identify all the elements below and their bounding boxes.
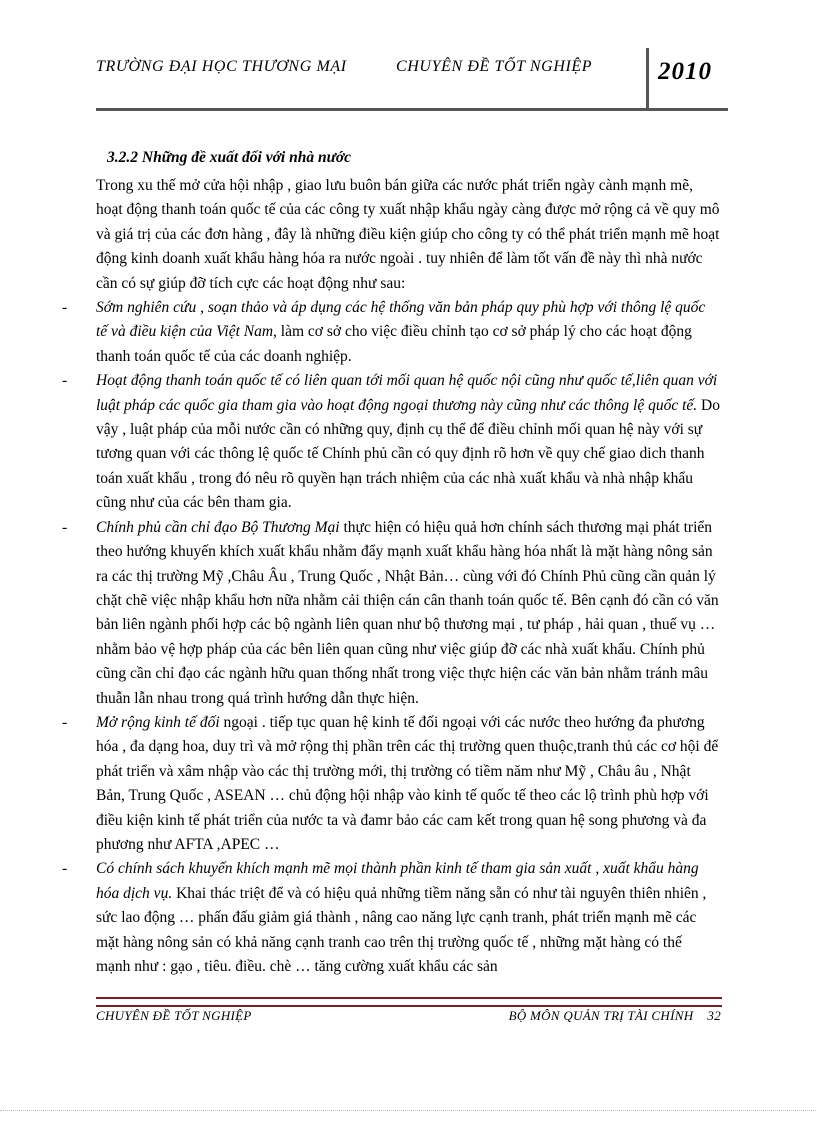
bullet-lead: Chính phủ cần chỉ đạo Bộ Thương Mại (96, 518, 340, 536)
bullet-text: Do vậy , luật pháp của mỗi nước cần có những quy, định cụ thể để điều chỉnh mối quan hệ này với sự tương quan với các thông lệ quốc tế Chính phủ cần có quy định rõ hơn về quy chế giao dich thanh toán xuất khẩu , trong đó nêu rõ quyền hạn trách nhiệm của các nhà xuất khẩu và nhà nhập khẩu cũng như của các bên tham gia. (96, 396, 720, 512)
bullet-text: Khai thác triệt để và có hiệu quả những tiềm năng sẵn có như tài nguyên thiên nhiên , sức lao động … phấn đấu giảm giá thành , nâng cao năng lực cạnh tranh, phát triển mạnh mẽ các mặt hàng nông sản có khả năng cạnh tranh cao trên thị trường quốc tế , những mặt hàng có thế mạnh như : gạo , tiêu. điều. chè … tăng cường xuất khẩu các sản (96, 884, 707, 975)
header-school-name: TRƯỜNG ĐẠI HỌC THƯƠNG MẠI (96, 58, 347, 75)
page-number: 32 (707, 1008, 721, 1023)
bullet-text: làm cơ sở cho việc điều chỉnh tạo cơ sở pháp lý cho các hoạt động thanh toán quốc tế của các doanh nghiệp. (96, 323, 692, 365)
bullet-item (62, 516, 720, 711)
bullet-text: ngoại . tiếp tục quan hệ kinh tế đối ngoại với các nước theo hướng đa phương hóa , đa dạng hoa, duy trì và mở rộng thị phần trên các thị trường quen thuộc,tranh thủ các cơ hội để phát triển và xâm nhập vào các thị trường mới, thị trường có tiềm năm như Mỹ , Châu âu , Nhật Bản, Trung Quốc , ASEAN … chủ động hội nhập vào kinh tế quốc tế theo các lộ trình phù hợp với điều kiện kinh tế phát triển của nước ta và đamr bảo các cam kết trong quan hệ song phương và đa phương như AFTA ,APEC … (96, 713, 719, 853)
bullet-item (62, 296, 720, 369)
bullet-dash: - (62, 713, 68, 731)
page-header (96, 48, 728, 110)
footer-department (509, 1008, 721, 1024)
footer-topic: CHUYÊN ĐỀ TỐT NGHIỆP (96, 1008, 252, 1023)
page-edge-line (0, 1110, 816, 1111)
header-horizontal-rule (96, 108, 728, 111)
section-title: 3.2.2 Những đề xuất đối với nhà nước (107, 149, 352, 166)
footer-double-rule (96, 997, 722, 1007)
bullet-item (62, 711, 720, 857)
document-body (62, 136, 720, 979)
bullet-lead: Có chính sách khuyến khích mạnh mẽ mọi thành phần kinh tế tham gia sản xuất , xuất khẩu hàng hóa dịch vụ. (96, 860, 699, 902)
header-vertical-divider (646, 48, 649, 110)
bullet-item (62, 857, 720, 979)
bullet-lead: Mở rộng kinh tế đối (96, 713, 220, 731)
bullet-lead: Hoạt động thanh toán quốc tế có liên quan tới mối quan hệ quốc nội cũng như quốc tế,liên quan với luật pháp các quốc gia tham gia vào hoạt động ngoại thương này cũng như các thông lệ quốc tế. (96, 372, 718, 414)
bullet-text: thực hiện có hiệu quả hơn chính sách thương mại phát triển theo hướng khuyến khích xuất khẩu nhằm đẩy mạnh xuất khẩu hàng hóa nhất là mặt hàng nông sản ra các thị trường Mỹ ,Châu Âu , Trung Quốc , Nhật Bản… cùng với đó Chính Phủ cũng cần quản lý chặt chẽ việc nhập khẩu hơn nữa nhằm cải thiện cán cân thanh toán quốc tế. Bên cạnh đó cần có văn bản liên ngành phối hợp các bộ ngành liên quan như bộ thương mại , tư pháp , hải quan , thuế vụ … nhằm bảo vệ hợp pháp của các bên liên quan cũng như việc giúp đỡ các nhà xuất khẩu. Chính phủ cũng cần chỉ đạo các ngành hữu quan thống nhất trong việc thực hiện các văn bản nhằm tránh mâu thuẫn lẫn nhau trong quá trình hướng dẫn thực hiện. (96, 518, 719, 707)
bullet-lead: Sớm nghiên cứu , soạn thảo và áp dụng các hệ thống văn bản pháp quy phù hợp với thông lệ quốc tế và điều kiện của Việt Nam, (96, 299, 706, 341)
bullet-dash: - (62, 372, 68, 390)
footer-department-name: BỘ MÔN QUẢN TRỊ TÀI CHÍNH (508, 1008, 694, 1023)
header-topic: CHUYÊN ĐỀ TỐT NGHIỆP (396, 58, 593, 75)
bullet-dash: - (62, 299, 68, 317)
header-year: 2010 (658, 58, 712, 85)
bullet-item (62, 369, 720, 515)
bullet-dash: - (62, 518, 68, 536)
intro-paragraph: Trong xu thế mở cửa hội nhập , giao lưu buôn bán giữa các nước phát triển ngày cành mạnh mẽ, hoạt động thanh toán quốc tế của các công ty xuất nhập khẩu ngày càng được mở rộng cả về quy mô và giá trị của các đơn hàng , đây là những điều kiện giúp cho công ty có thể phát triển mạnh mẽ hoạt động kinh doanh xuất khẩu hàng hóa ra nước ngoài . tuy nhiên để làm tốt vấn đề này thì nhà nước cần có sự giúp đỡ tích cực các hoạt động như sau: (96, 177, 720, 292)
bullet-dash: - (62, 860, 68, 878)
